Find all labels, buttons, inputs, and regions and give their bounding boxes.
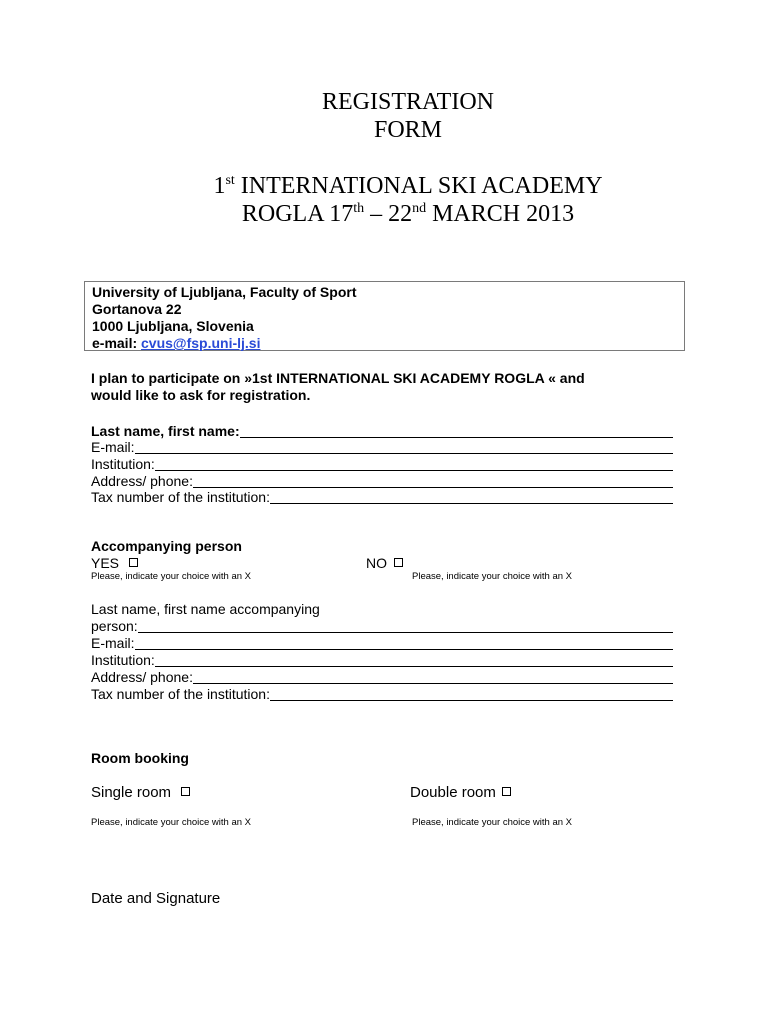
- fill-line[interactable]: [270, 490, 673, 504]
- fill-line[interactable]: [135, 636, 673, 650]
- dates-suffix: MARCH 2013: [426, 201, 575, 227]
- dates-sup1: th: [353, 201, 365, 216]
- accompanying-name-line1: Last name, first name accompanying: [91, 601, 320, 617]
- yes-checkbox[interactable]: [129, 558, 138, 567]
- double-room-label: Double room: [410, 784, 496, 801]
- event-name: [0, 172, 770, 200]
- field-email[interactable]: [91, 438, 673, 455]
- fill-line[interactable]: [135, 440, 673, 454]
- single-room-option[interactable]: [91, 784, 190, 802]
- field-accompanying-tax-number[interactable]: [91, 685, 673, 702]
- dates-prefix: ROGLA 17: [241, 201, 354, 227]
- field-label: Tax number of the institution:: [91, 686, 270, 702]
- intro-line1: I plan to participate on »1st INTERNATIONAL SKI ACADEMY ROGLA « and: [91, 370, 585, 386]
- accompanying-no[interactable]: [366, 555, 403, 572]
- fill-line[interactable]: [138, 619, 673, 633]
- email-label: e-mail:: [92, 335, 142, 351]
- field-label: person:: [91, 618, 138, 634]
- yes-label: YES: [91, 555, 120, 571]
- no-checkbox[interactable]: [394, 558, 403, 567]
- event-dates: [0, 200, 770, 228]
- double-room-hint: Please, indicate your choice with an X: [412, 817, 573, 828]
- single-room-label: Single room: [91, 784, 172, 801]
- single-room-checkbox[interactable]: [181, 787, 190, 796]
- form-title-line1: REGISTRATION: [322, 89, 494, 115]
- no-label: NO: [366, 555, 387, 571]
- dates-sup2: nd: [412, 201, 427, 216]
- accompanying-no-hint: Please, indicate your choice with an X: [412, 571, 573, 582]
- field-label: Institution:: [91, 456, 155, 472]
- room-booking-heading: Room booking: [91, 750, 189, 766]
- dates-mid: – 22: [364, 201, 413, 227]
- intro-line2: would like to ask for registration.: [91, 387, 311, 403]
- field-accompanying-address-phone[interactable]: [91, 668, 673, 685]
- field-label: E-mail:: [91, 439, 135, 455]
- field-accompanying-email[interactable]: [91, 634, 673, 651]
- form-title-line2: FORM: [373, 117, 443, 143]
- double-room-option[interactable]: [410, 784, 511, 802]
- fill-line[interactable]: [240, 424, 673, 438]
- field-label: Institution:: [91, 652, 155, 668]
- fill-line[interactable]: [270, 687, 673, 701]
- address-line2: Gortanova 22: [92, 301, 182, 317]
- field-accompanying-name[interactable]: [91, 617, 673, 634]
- field-label: E-mail:: [91, 635, 135, 651]
- single-room-hint: Please, indicate your choice with an X: [91, 817, 252, 828]
- fill-line[interactable]: [193, 474, 673, 488]
- fill-line[interactable]: [155, 653, 673, 667]
- address-line1: University of Ljubljana, Faculty of Sport: [92, 284, 357, 300]
- field-tax-number[interactable]: [91, 488, 673, 505]
- accompanying-heading: Accompanying person: [91, 538, 242, 554]
- double-room-checkbox[interactable]: [502, 787, 511, 796]
- field-label: Last name, first name:: [91, 423, 240, 439]
- field-label: Address/ phone:: [91, 473, 193, 489]
- accompanying-yes-hint: Please, indicate your choice with an X: [91, 571, 252, 582]
- event-name-text: INTERNATIONAL SKI ACADEMY: [234, 173, 603, 199]
- address-line3: 1000 Ljubljana, Slovenia: [92, 318, 254, 334]
- event-prefix: 1: [213, 173, 226, 199]
- field-address-phone[interactable]: [91, 472, 673, 489]
- field-label: Tax number of the institution:: [91, 489, 270, 505]
- field-accompanying-institution[interactable]: [91, 651, 673, 668]
- date-signature-label: Date and Signature: [91, 890, 221, 907]
- event-prefix-sup: st: [225, 173, 235, 188]
- accompanying-yes[interactable]: [91, 555, 138, 572]
- field-label: Address/ phone:: [91, 669, 193, 685]
- field-last-first-name[interactable]: [91, 422, 673, 439]
- field-institution[interactable]: [91, 455, 673, 472]
- fill-line[interactable]: [155, 457, 673, 471]
- address-email-row: [92, 335, 260, 352]
- fill-line[interactable]: [193, 670, 673, 684]
- email-link[interactable]: cvus@fsp.uni-lj.si: [141, 335, 261, 351]
